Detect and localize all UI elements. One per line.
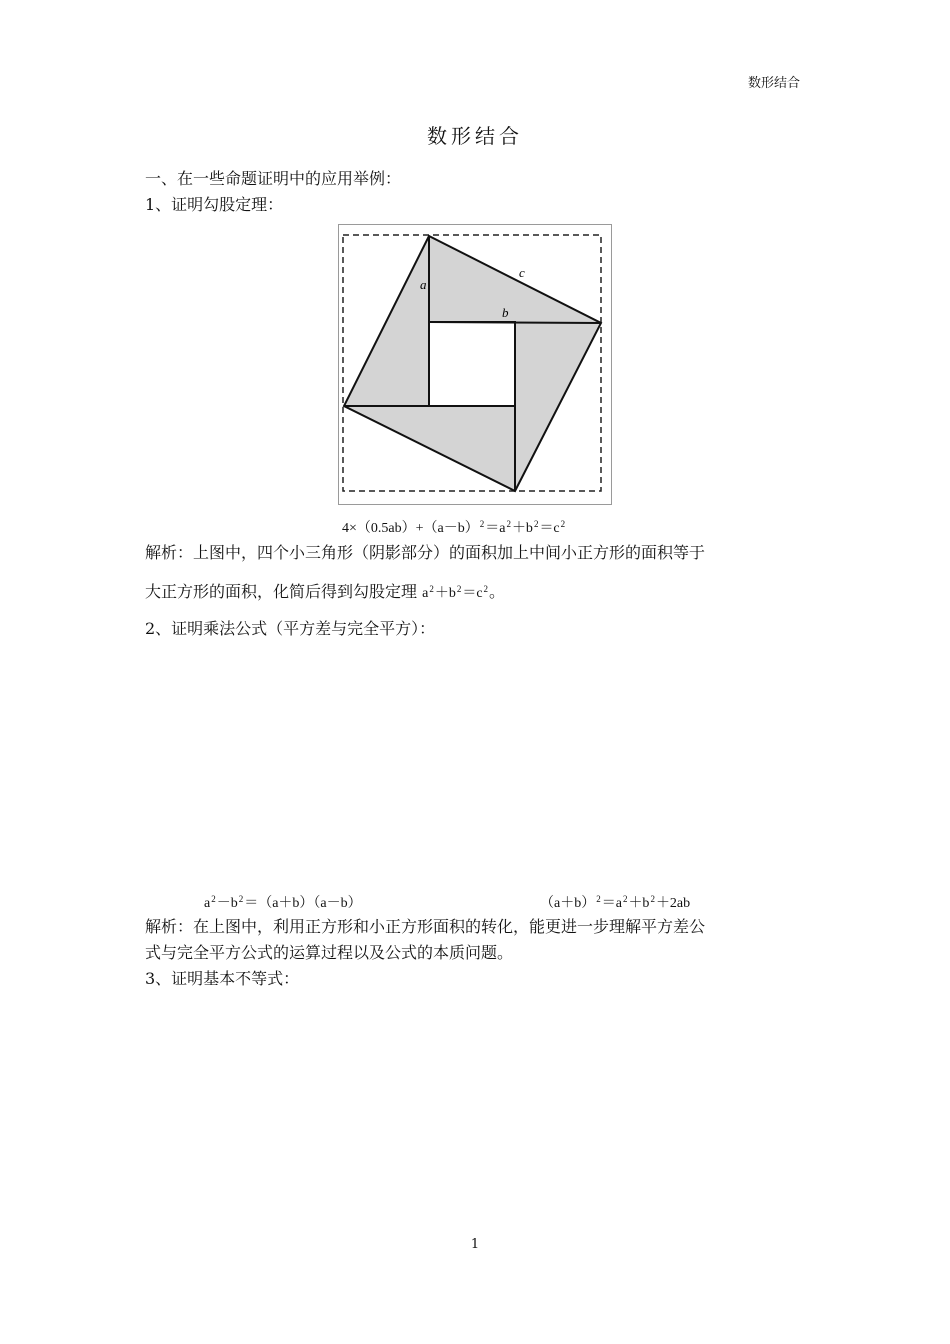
page-number: 1	[470, 1237, 480, 1252]
item1-heading: 1、证明勾股定理：	[145, 195, 284, 214]
perfect-square-formula: $(a+b)^2=a^2+b^2+2ab$	[540, 894, 691, 911]
pythagoras-formula: $4\times(0.5ab)+(a-b)^2=a^2+b^2=c^2$	[342, 519, 566, 536]
pythagoras-diagram	[339, 225, 611, 504]
item2-heading: 2、证明乘法公式（平方差与完全平方）：	[145, 619, 436, 638]
label-c: c	[519, 265, 525, 280]
analysis-2-line-2: 式与完全平方公式的运算过程以及公式的本质问题。	[145, 943, 514, 962]
inner-square	[429, 322, 515, 406]
analysis-1-line-1: 解析：上图中，四个小三角形（阴影部分）的面积加上中间小正方形的面积等于	[145, 543, 706, 562]
label-a: a	[420, 277, 427, 292]
pythagoras-figure	[338, 224, 612, 505]
label-b: b	[502, 305, 509, 320]
section-heading: 一、在一些命题证明中的应用举例：	[145, 169, 402, 188]
difference-of-squares-formula: $a^2-b^2=(a+b)(a-b)$	[204, 894, 362, 911]
analysis-2-line-1: 解析：在上图中，利用正方形和小正方形面积的转化，能更进一步理解平方差公	[145, 917, 706, 936]
analysis-1-line-2: 大正方形的面积，化简后得到勾股定理 $a^2+b^2=c^2$。	[145, 582, 506, 601]
item3-heading: 3、证明基本不等式：	[145, 969, 300, 988]
running-header: 数形结合	[748, 76, 801, 91]
page-title: 数形结合	[427, 124, 523, 148]
